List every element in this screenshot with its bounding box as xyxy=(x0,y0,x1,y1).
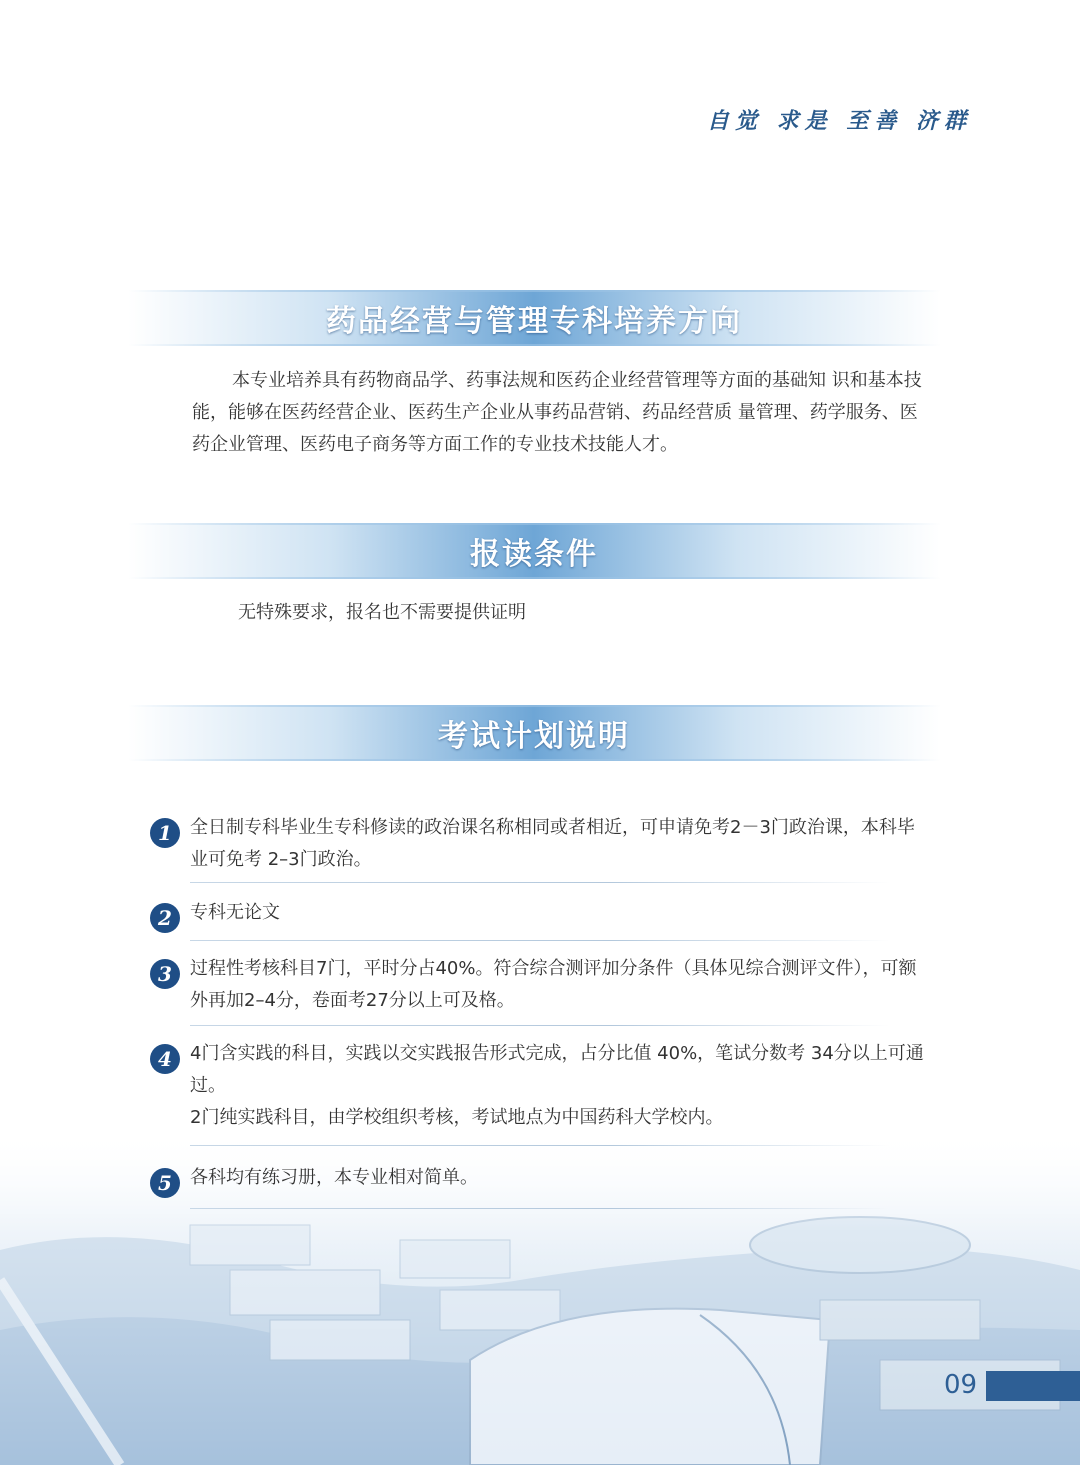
section-banner-direction xyxy=(128,290,940,346)
exam-item-3 xyxy=(150,953,930,1017)
number-badge: 3 xyxy=(150,959,180,989)
section-banner-requirements xyxy=(128,523,940,579)
page-number: 09 xyxy=(944,1370,978,1400)
number-badge: 2 xyxy=(150,903,180,933)
direction-description: 本专业培养具有药物商品学、药事法规和医药企业经营管理等方面的基础知 识和基本技能，能够在医药经营企业、医药生产企业从事药品营销、药品经营质 量管理、药学服务、医药企业管理、医药电子商务等方面工作的专业技术技能人才。 xyxy=(192,370,922,455)
section-banner-exam xyxy=(128,705,940,761)
exam-item-2 xyxy=(150,897,930,929)
school-motto: 自觉 求是 至善 济群 xyxy=(707,108,972,134)
requirements-text: 无特殊要求，报名也不需要提供证明 xyxy=(238,602,526,623)
exam-item-text: 2门纯实践科目，由学校组织考核，考试地点为中国药科大学校内。 xyxy=(190,1107,724,1128)
exam-item-text: 过程性考核科目7门，平时分占40%。符合综合测评加分条件（具体见综合测评文件），可额外再加2–4分，卷面考27分以上可及格。 xyxy=(190,958,917,1011)
section-title-exam: 考试计划说明 xyxy=(438,719,630,754)
item-divider xyxy=(190,1145,890,1146)
number-badge: 4 xyxy=(150,1044,180,1074)
exam-item-text: 专科无论文 xyxy=(190,902,280,923)
section-title-direction: 药品经营与管理专科培养方向 xyxy=(326,304,742,339)
exam-item-1 xyxy=(150,812,930,876)
section-title-requirements: 报读条件 xyxy=(470,537,598,572)
exam-item-5 xyxy=(150,1162,930,1194)
number-badge: 5 xyxy=(150,1168,180,1198)
page-number-bar xyxy=(986,1371,1080,1401)
exam-item-text: 各科均有练习册，本专业相对简单。 xyxy=(190,1167,478,1188)
exam-item-text: 4门含实践的科目，实践以交实践报告形式完成，占分比值 40%，笔试分数考 34分以上可通过。 xyxy=(190,1043,924,1096)
item-divider xyxy=(190,1208,890,1209)
number-badge: 1 xyxy=(150,818,180,848)
item-divider xyxy=(190,882,890,883)
item-divider xyxy=(190,1025,890,1026)
exam-item-4 xyxy=(150,1038,930,1134)
item-divider xyxy=(190,940,890,941)
exam-item-text: 全日制专科毕业生专科修读的政治课名称相同或者相近，可申请免考2－3门政治课，本科毕业可免考 2–3门政治。 xyxy=(190,817,915,870)
